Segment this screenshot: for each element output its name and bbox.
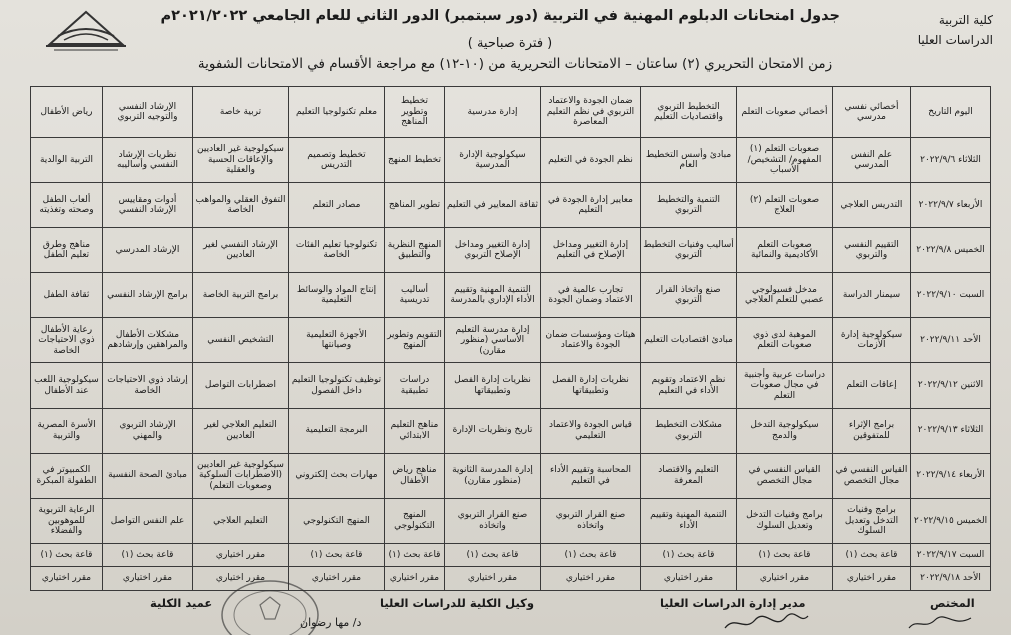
- course-cell: أدوات ومقاييس الإرشاد النفسي: [103, 183, 193, 228]
- course-cell: معايير إدارة الجودة في التعليم: [541, 183, 641, 228]
- table-header-row: [31, 87, 991, 138]
- course-cell: قاعة بحث (١): [737, 543, 833, 567]
- course-cell: إدارة مدرسة التعليم الأساسي (منظور مقارن): [445, 318, 541, 363]
- course-cell: مقرر اختياري: [445, 567, 541, 591]
- course-cell: قاعة بحث (١): [833, 543, 911, 567]
- course-cell: مناهج التعليم الابتدائي: [385, 408, 445, 453]
- director-signature-label: مدير إدارة الدراسات العليا: [660, 596, 806, 610]
- column-header: رياض الأطفال: [31, 87, 103, 138]
- specialist-signature-label: المختص: [930, 596, 975, 610]
- course-cell: إنتاج المواد والوسائط التعليمية: [289, 273, 385, 318]
- course-cell: إدارة المدرسة الثانوية (منظور مقارن): [445, 453, 541, 498]
- day-date-cell: السبت ٢٠٢٢/٩/١٧: [911, 543, 991, 567]
- course-cell: الإرشاد النفسي لغير العاديين: [193, 228, 289, 273]
- course-cell: سيكولوجية غير العاديين (الاضطرابات السلوكية وصعوبات التعلم): [193, 453, 289, 498]
- column-header: ضمان الجودة والاعتماد التربوي في نظم التعليم المعاصرة: [541, 87, 641, 138]
- course-cell: برامج التربية الخاصة: [193, 273, 289, 318]
- table-row: [31, 567, 991, 591]
- column-header: اليوم التاريخ: [911, 87, 991, 138]
- course-cell: التقويم وتطوير المنهج: [385, 318, 445, 363]
- course-cell: هيئات ومؤسسات ضمان الجودة والاعتماد: [541, 318, 641, 363]
- faculty-line-2: الدراسات العليا: [917, 33, 993, 47]
- course-cell: قاعة بحث (١): [445, 543, 541, 567]
- day-date-cell: السبت ٢٠٢٢/٩/١٠: [911, 273, 991, 318]
- course-cell: برامج الإثراء للمتفوقين: [833, 408, 911, 453]
- column-header: التخطيط التربوي واقتصاديات التعليم: [641, 87, 737, 138]
- course-cell: الإرشاد المدرسي: [103, 228, 193, 273]
- course-cell: الموهبة لدى ذوي صعوبات التعلم: [737, 318, 833, 363]
- course-cell: المنهج النظرية والتطبيق: [385, 228, 445, 273]
- table-row: [31, 138, 991, 183]
- course-cell: صعوبات التعلم (٢) العلاج: [737, 183, 833, 228]
- course-cell: تجارب عالمية في الاعتماد وضمان الجودة: [541, 273, 641, 318]
- table-row: [31, 543, 991, 567]
- course-cell: إرشاد ذوي الاحتياجات الخاصة: [103, 363, 193, 408]
- document-title: جدول امتحانات الدبلوم المهنية في التربية (دور سبتمبر) الدور الثاني للعام الجامعي ٢٠٢١/٢٠٢٢م: [160, 8, 840, 24]
- course-cell: الإرشاد التربوي والمهني: [103, 408, 193, 453]
- column-header: تخطيط وتطوير المناهج: [385, 87, 445, 138]
- course-cell: أساليب تدريسية: [385, 273, 445, 318]
- course-cell: مقرر اختياري: [385, 567, 445, 591]
- course-cell: دراسات عربية وأجنبية في مجال صعوبات التعلم: [737, 363, 833, 408]
- course-cell: مقرر اختياري: [541, 567, 641, 591]
- course-cell: مقرر اختياري: [833, 567, 911, 591]
- course-cell: علم النفس المدرسي: [833, 138, 911, 183]
- day-date-cell: الأحد ٢٠٢٢/٩/١٨: [911, 567, 991, 591]
- course-cell: مبادئ اقتصاديات التعليم: [641, 318, 737, 363]
- course-cell: قاعة بحث (١): [541, 543, 641, 567]
- table-row: [31, 318, 991, 363]
- course-cell: رعاية الأطفال ذوي الاحتياجات الخاصة: [31, 318, 103, 363]
- course-cell: مقرر اختياري: [103, 567, 193, 591]
- course-cell: المحاسبة وتقييم الأداء في التعليم: [541, 453, 641, 498]
- day-date-cell: الثلاثاء ٢٠٢٢/٩/٦: [911, 138, 991, 183]
- course-cell: التدريس العلاجي: [833, 183, 911, 228]
- day-date-cell: الأحد ٢٠٢٢/٩/١١: [911, 318, 991, 363]
- course-cell: الكمبيوتر في الطفولة المبكرة: [31, 453, 103, 498]
- course-cell: نظريات الإرشاد النفسي وأساليبه: [103, 138, 193, 183]
- faculty-line-1: كلية التربية: [938, 13, 993, 27]
- course-cell: نظم الجودة في التعليم: [541, 138, 641, 183]
- column-header: الإرشاد النفسي والتوجيه التربوي: [103, 87, 193, 138]
- course-cell: إدارة التغيير ومداخل الإصلاح التربوي: [445, 228, 541, 273]
- course-cell: نظم الاعتماد وتقويم الأداء في التعليم: [641, 363, 737, 408]
- course-cell: الأسرة المصرية والتربية: [31, 408, 103, 453]
- column-header: أخصائي نفسي مدرسي: [833, 87, 911, 138]
- course-cell: مبادئ الصحة النفسية: [103, 453, 193, 498]
- course-cell: أساليب وفنيات التخطيط التربوي: [641, 228, 737, 273]
- column-header: إدارة مدرسية: [445, 87, 541, 138]
- day-date-cell: الثلاثاء ٢٠٢٢/٩/١٣: [911, 408, 991, 453]
- table-row: [31, 453, 991, 498]
- official-stamp: [215, 575, 325, 635]
- course-cell: مقرر اختياري: [641, 567, 737, 591]
- course-cell: التقييم النفسي والتربوي: [833, 228, 911, 273]
- day-date-cell: الخميس ٢٠٢٢/٩/١٥: [911, 498, 991, 543]
- course-cell: مقرر اختياري: [31, 567, 103, 591]
- course-cell: نظريات إدارة الفصل وتطبيقاتها: [541, 363, 641, 408]
- course-cell: صنع واتخاذ القرار التربوي: [641, 273, 737, 318]
- day-date-cell: الأربعاء ٢٠٢٢/٩/١٤: [911, 453, 991, 498]
- course-cell: مقرر اختياري: [737, 567, 833, 591]
- course-cell: نظريات إدارة الفصل وتطبيقاتها: [445, 363, 541, 408]
- day-date-cell: الأربعاء ٢٠٢٢/٩/٧: [911, 183, 991, 228]
- course-cell: إعاقات التعلم: [833, 363, 911, 408]
- course-cell: قياس الجودة والاعتماد التعليمي: [541, 408, 641, 453]
- course-cell: مدخل فسيولوجي عصبي للتعلم العلاجي: [737, 273, 833, 318]
- course-cell: تخطيط المنهج: [385, 138, 445, 183]
- course-cell: التربية الوالدية: [31, 138, 103, 183]
- course-cell: التعليم العلاجي: [193, 498, 289, 543]
- deputy-signature-label: وكيل الكلية للدراسات العليا: [380, 596, 534, 610]
- course-cell: مناهج رياض الأطفال: [385, 453, 445, 498]
- course-cell: صعوبات التعلم (١) المفهوم/ التشخيص/ الأسباب: [737, 138, 833, 183]
- table-row: [31, 408, 991, 453]
- course-cell: تاريخ ونظريات الإدارة: [445, 408, 541, 453]
- day-date-cell: الاثنين ٢٠٢٢/٩/١٢: [911, 363, 991, 408]
- course-cell: سيكولوجية الإدارة المدرسية: [445, 138, 541, 183]
- course-cell: الرعاية التربوية للموهوبين والفضلاء: [31, 498, 103, 543]
- column-header: أخصائي صعوبات التعلم: [737, 87, 833, 138]
- course-cell: مناهج وطرق تعليم الطفل: [31, 228, 103, 273]
- column-header: معلم تكنولوجيا التعليم: [289, 87, 385, 138]
- course-cell: ثقافة الطفل: [31, 273, 103, 318]
- deputy-name: د/ مها رضوان: [300, 616, 362, 629]
- course-cell: تخطيط وتصميم التدريس: [289, 138, 385, 183]
- course-cell: مهارات بحث إلكتروني: [289, 453, 385, 498]
- course-cell: مشكلات التخطيط التربوي: [641, 408, 737, 453]
- course-cell: قاعة بحث (١): [31, 543, 103, 567]
- course-cell: سيمنار الدراسة: [833, 273, 911, 318]
- course-cell: تطوير المناهج: [385, 183, 445, 228]
- course-cell: سيكولوجية غير العاديين والإعاقات الحسية والعقلية: [193, 138, 289, 183]
- course-cell: توظيف تكنولوجيا التعليم داخل الفصول: [289, 363, 385, 408]
- course-cell: التعليم والاقتصاد المعرفة: [641, 453, 737, 498]
- course-cell: قاعة بحث (١): [385, 543, 445, 567]
- course-cell: قاعة بحث (١): [103, 543, 193, 567]
- course-cell: القياس النفسي في مجال التخصص: [737, 453, 833, 498]
- course-cell: ثقافة المعايير في التعليم: [445, 183, 541, 228]
- course-cell: ألعاب الطفل وصحته وتغذيته: [31, 183, 103, 228]
- course-cell: سيكولوجية التدخل والدمج: [737, 408, 833, 453]
- course-cell: برامج وفنيات التدخل وتعديل السلوك: [833, 498, 911, 543]
- course-cell: علم النفس التواصل: [103, 498, 193, 543]
- course-cell: التنمية والتخطيط التربوي: [641, 183, 737, 228]
- course-cell: برامج الإرشاد النفسي: [103, 273, 193, 318]
- course-cell: مقرر اختياري: [289, 567, 385, 591]
- course-cell: التفوق العقلي والمواهب الخاصة: [193, 183, 289, 228]
- table-row: [31, 228, 991, 273]
- course-cell: مصادر التعلم: [289, 183, 385, 228]
- column-header: تربية خاصة: [193, 87, 289, 138]
- table-body: [31, 138, 991, 591]
- course-cell: صعوبات التعلم الأكاديمية والنمائية: [737, 228, 833, 273]
- course-cell: قاعة بحث (١): [641, 543, 737, 567]
- course-cell: المنهج التكنولوجي: [385, 498, 445, 543]
- course-cell: مقرر اختياري: [193, 543, 289, 567]
- course-cell: صنع القرار التربوي واتخاذه: [445, 498, 541, 543]
- table-row: [31, 363, 991, 408]
- table-row: [31, 498, 991, 543]
- course-cell: التنمية المهنية وتقييم الأداء: [641, 498, 737, 543]
- table-row: [31, 183, 991, 228]
- course-cell: القياس النفسي في مجال التخصص: [833, 453, 911, 498]
- period-label: ( فترة صباحية ): [467, 36, 553, 51]
- course-cell: التنمية المهنية وتقييم الأداء الإداري بالمدرسة: [445, 273, 541, 318]
- dean-signature-label: عميد الكلية: [150, 596, 213, 610]
- course-cell: مقرر اختياري: [193, 567, 289, 591]
- day-date-cell: الخميس ٢٠٢٢/٩/٨: [911, 228, 991, 273]
- course-cell: التعليم العلاجي لغير العاديين: [193, 408, 289, 453]
- course-cell: سيكولوجية إدارة الأزمات: [833, 318, 911, 363]
- course-cell: قاعة بحث (١): [289, 543, 385, 567]
- course-cell: المنهج التكنولوجي: [289, 498, 385, 543]
- university-logo: [40, 6, 132, 52]
- exam-duration-note: زمن الامتحان التحريري (٢) ساعتان – الامتحانات التحريرية من (١٠-١٢) مع مراجعة الأقسام في الامتحانات الشفوية: [197, 56, 833, 72]
- course-cell: اضطرابات التواصل: [193, 363, 289, 408]
- course-cell: الأجهزة التعليمية وصيانتها: [289, 318, 385, 363]
- specialist-signature: [905, 612, 975, 634]
- exam-schedule-table: [30, 86, 991, 591]
- course-cell: مشكلات الأطفال والمراهقين وإرشادهم: [103, 318, 193, 363]
- course-cell: مبادئ وأسس التخطيط العام: [641, 138, 737, 183]
- faculty-name: [843, 10, 993, 50]
- course-cell: سيكولوجية اللعب عند الأطفال: [31, 363, 103, 408]
- course-cell: دراسات تطبيقية: [385, 363, 445, 408]
- director-signature: [720, 610, 810, 635]
- course-cell: إدارة التغيير ومداخل الإصلاح في التعليم: [541, 228, 641, 273]
- course-cell: تكنولوجيا تعليم الفئات الخاصة: [289, 228, 385, 273]
- table-row: [31, 273, 991, 318]
- course-cell: البرمجة التعليمية: [289, 408, 385, 453]
- course-cell: التشخيص النفسي: [193, 318, 289, 363]
- course-cell: برامج وفنيات التدخل وتعديل السلوك: [737, 498, 833, 543]
- course-cell: صنع القرار التربوي واتخاذه: [541, 498, 641, 543]
